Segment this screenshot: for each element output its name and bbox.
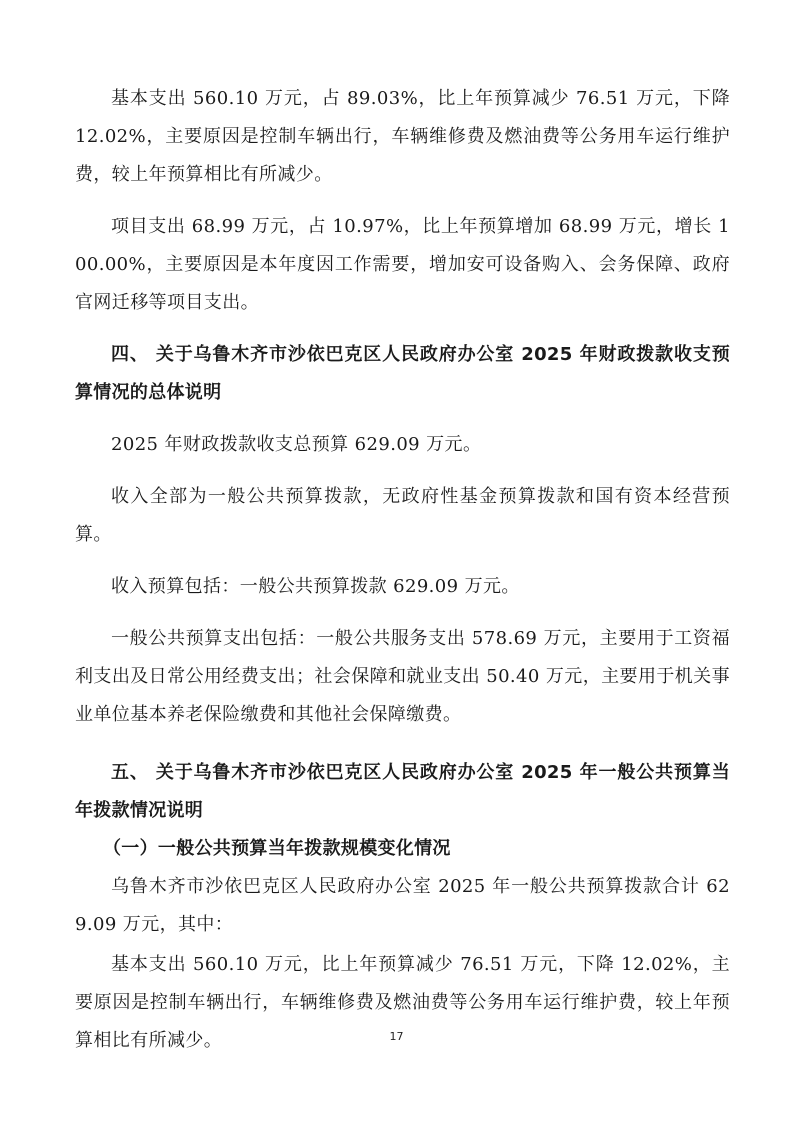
section-heading-5: 五、 关于乌鲁木齐市沙依巴克区人民政府办公室 2025 年一般公共预算当年拨款情况说明 xyxy=(75,762,730,821)
paragraph-basic-expenditure-2: 基本支出 560.10 万元，比上年预算减少 76.51 万元，下降 12.02%，主要原因是控制车辆出行，车辆维修费及燃油费等公务用车运行维护费，较上年预算相比有所减少。 xyxy=(75,954,730,1051)
document-body xyxy=(75,80,730,1060)
paragraph-total-budget: 2025 年财政拨款收支总预算 629.09 万元。 xyxy=(111,434,482,455)
paragraph-income-budget: 收入预算包括：一般公共预算拨款 629.09 万元。 xyxy=(111,576,520,597)
paragraph-expenditure-breakdown: 一般公共预算支出包括：一般公共服务支出 578.69 万元，主要用于工资福利支出及日常公用经费支出；社会保障和就业支出 50.40 万元，主要用于机关事业单位基本养老保险缴费和其他社会保障缴费。 xyxy=(75,628,730,725)
paragraph-appropriation-total: 乌鲁木齐市沙依巴克区人民政府办公室 2025 年一般公共预算拨款合计 629.09 万元，其中： xyxy=(75,876,730,935)
section-heading-4: 四、 关于乌鲁木齐市沙依巴克区人民政府办公室 2025 年财政拨款收支预算情况的总体说明 xyxy=(75,344,730,403)
subsection-heading-5-1: （一）一般公共预算当年拨款规模变化情况 xyxy=(103,838,451,859)
paragraph-project-expenditure: 项目支出 68.99 万元，占 10.97%，比上年预算增加 68.99 万元，增长 100.00%，主要原因是本年度因工作需要，增加安可设备购入、会务保障、政府官网迁移等项目支出。 xyxy=(75,216,730,313)
paragraph-basic-expenditure: 基本支出 560.10 万元，占 89.03%，比上年预算减少 76.51 万元，下降 12.02%，主要原因是控制车辆出行，车辆维修费及燃油费等公务用车运行维护费，较上年预算相比有所减少。 xyxy=(75,88,730,185)
paragraph-income-source: 收入全部为一般公共预算拨款，无政府性基金预算拨款和国有资本经营预算。 xyxy=(75,486,730,545)
page-number: 17 xyxy=(389,1030,404,1043)
